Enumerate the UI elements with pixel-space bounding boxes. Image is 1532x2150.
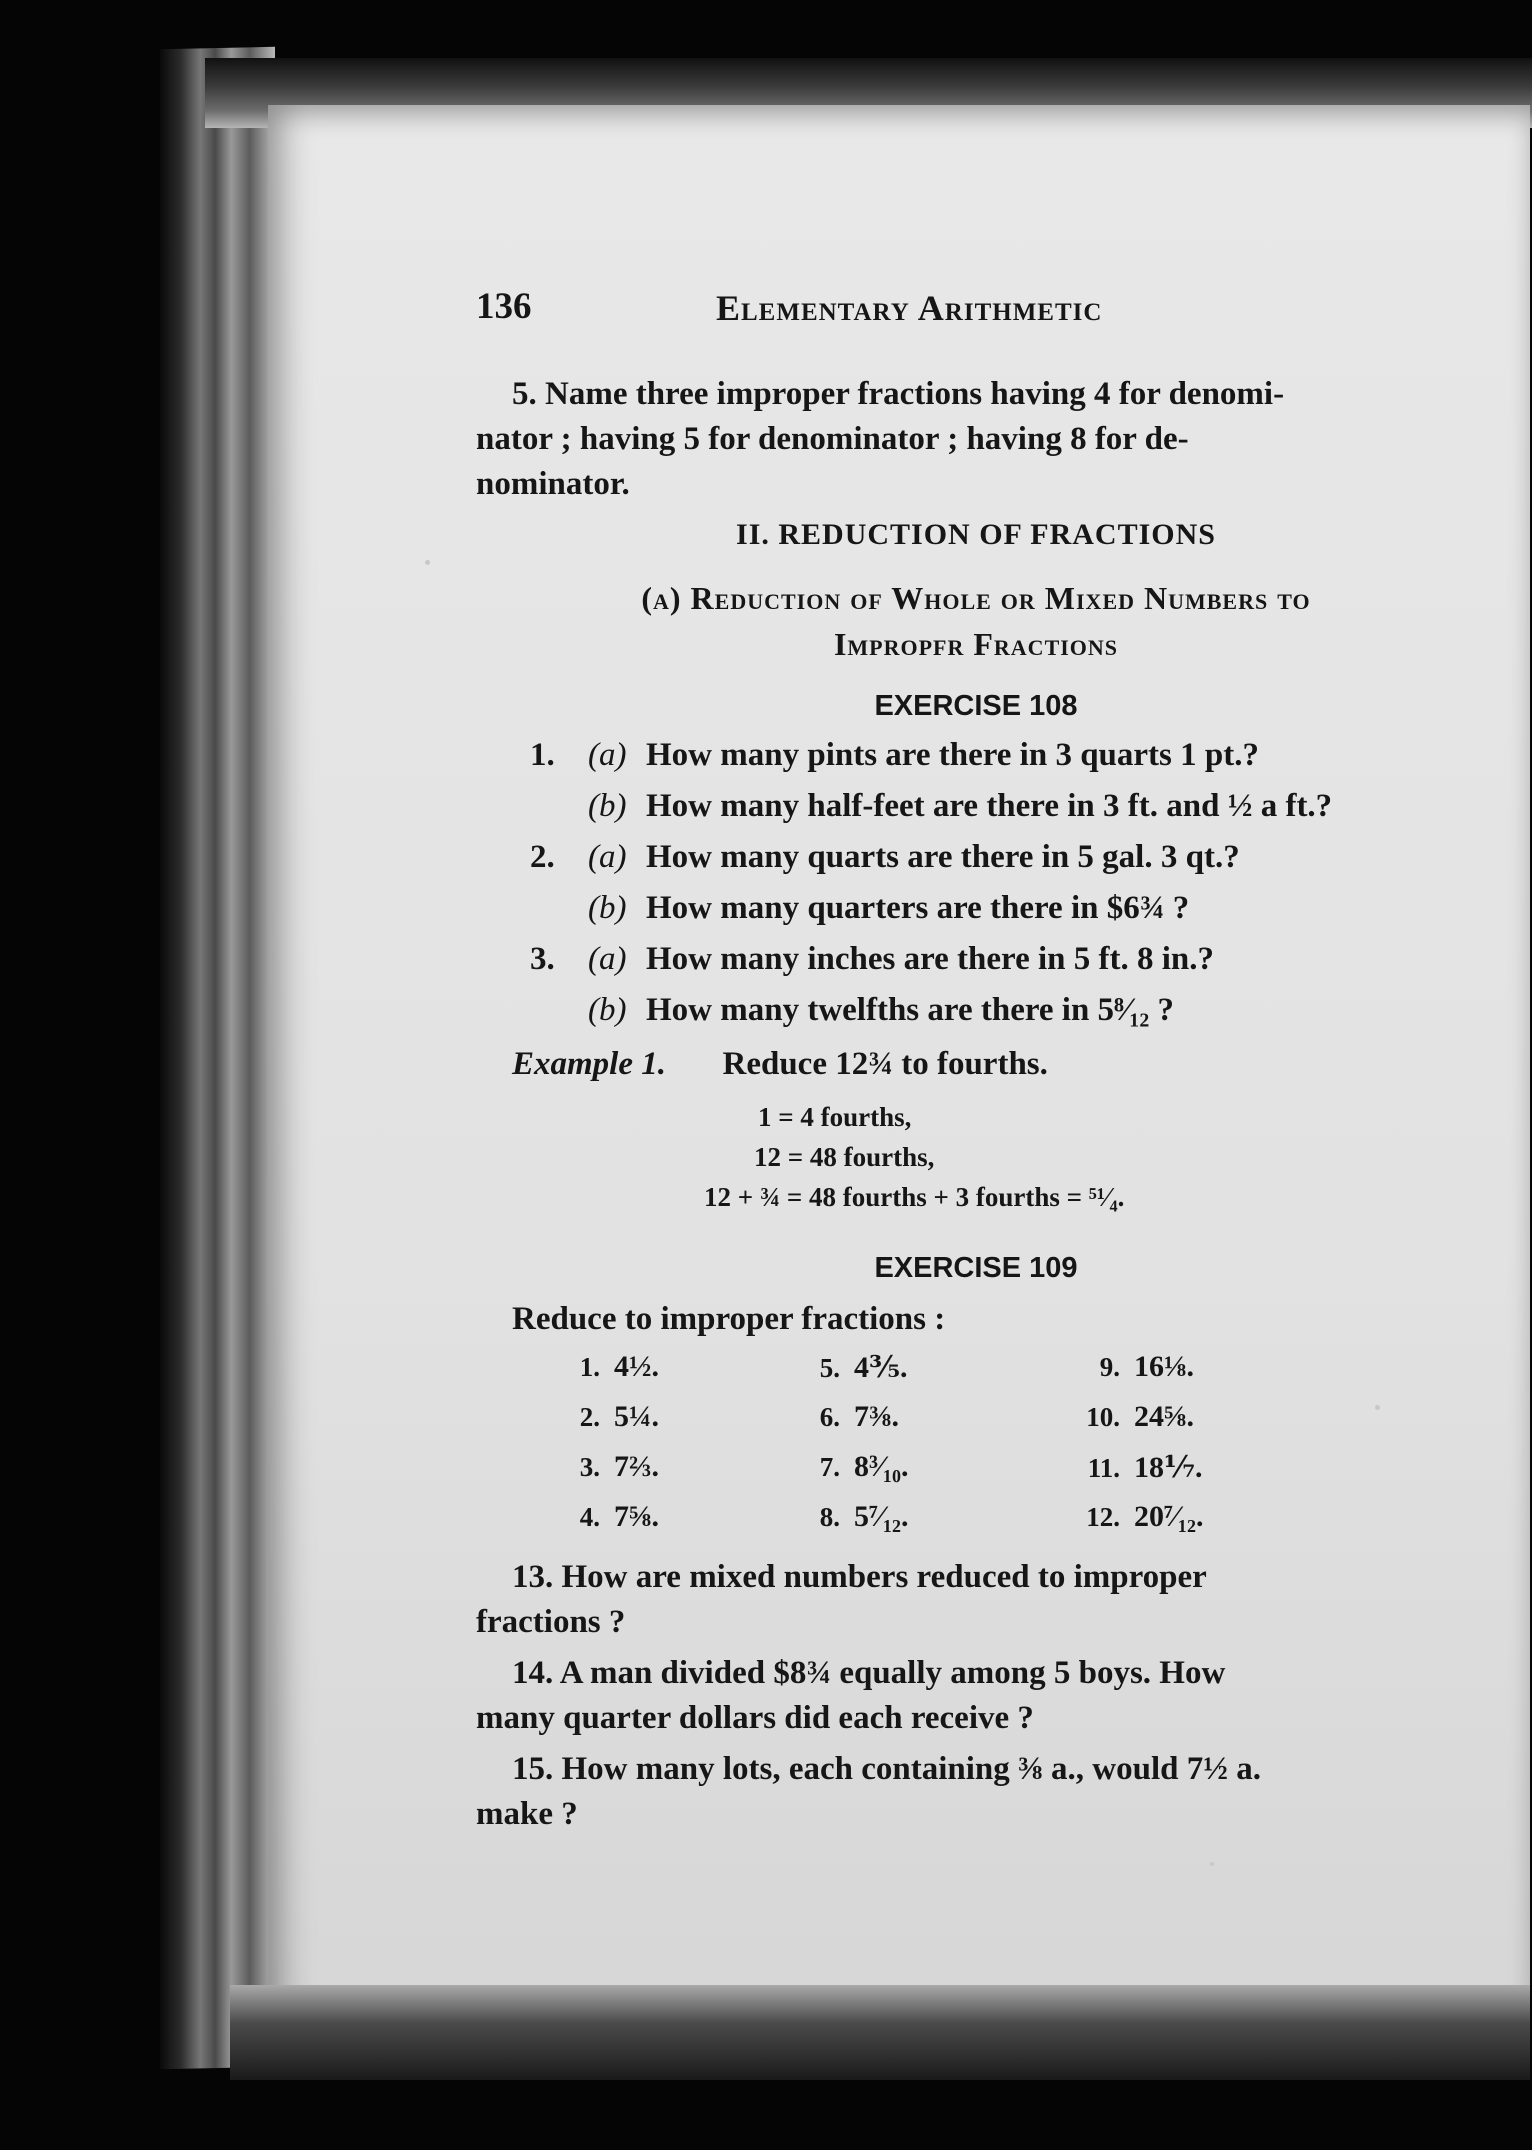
item-value: 8³⁄₁₀. [854,1450,909,1483]
question-text: How many quarters are there in $6¾ ? [646,890,1190,926]
subsection-heading-line: Impropfr Fractions [833,626,1119,662]
question-part-label: (b) [588,788,627,824]
question-text: How many lots, each containing ⅜ a., would 7½ a. [561,1751,1261,1787]
question-text: How many twelfths are there in 5⁸⁄₁₂ ? [646,992,1174,1028]
exercise-108-heading: EXERCISE 108 [874,690,1078,722]
item-number: 11. [1087,1453,1120,1483]
item-value: 5¼. [614,1400,659,1433]
item-number: 6. [819,1402,840,1432]
page-header [476,285,1496,335]
item-number: 12. [1086,1502,1120,1532]
question-number: 13. [512,1559,554,1595]
item-value: 7⅔. [614,1450,659,1483]
book-bottom-edge [230,1985,1530,2080]
item-number: 2. [579,1402,600,1432]
question-line [476,1747,1401,1792]
page-number: 136 [476,286,532,327]
grid-item [1060,1450,1203,1485]
exercise-109-heading: EXERCISE 109 [874,1252,1078,1284]
question-text: Name three improper fractions having 4 for denomi- [545,376,1285,412]
running-title: Elementary Arithmetic [716,288,1103,328]
question-number: 2. [530,839,555,875]
item-value: 16⅛. [1134,1350,1194,1383]
question-number: 1. [530,737,555,773]
question-line: fractions ? [476,1604,626,1640]
grid-item [540,1350,659,1384]
question-text: A man divided $8¾ equally among 5 boys. How [559,1655,1226,1691]
grid-item [540,1450,659,1484]
example-text: Reduce 12¾ to fourths. [722,1046,1048,1082]
example-calc-line: 1 = 4 fourths, [758,1102,912,1132]
grid-item [780,1400,899,1434]
paper-speck [425,560,430,565]
question-part [588,941,626,978]
question-5 [476,372,1401,507]
example-calc-line: 12 + ¾ = 48 fourths + 3 fourths = ⁵¹⁄₄. [704,1182,1125,1212]
question-part [588,992,626,1029]
grid-item [540,1500,659,1534]
grid-item [780,1500,909,1534]
example-1 [512,1046,1048,1083]
question-text: How many inches are there in 5 ft. 8 in.? [646,941,1215,977]
item-value: 4⅗. [854,1351,908,1384]
question-line: nominator. [476,466,630,502]
question-line [476,1555,1401,1600]
grid-item [780,1450,909,1484]
question-line: nator ; having 5 for denominator ; having 8 for de- [476,421,1189,457]
item-number: 3. [579,1452,600,1482]
item-value: 20⁷⁄₁₂. [1134,1500,1204,1533]
item-number: 8. [819,1502,840,1532]
question-part-label: (a) [588,941,627,977]
item-number: 7. [819,1452,840,1482]
question-text: How are mixed numbers reduced to improper [561,1559,1207,1595]
item-value: 24⅝. [1134,1400,1194,1433]
paper-speck [1375,1405,1380,1410]
subsection-heading [476,575,1476,667]
item-value: 7⅝. [614,1500,659,1533]
item-value: 5⁷⁄₁₂. [854,1500,909,1533]
item-value: 18⅐. [1134,1451,1203,1484]
grid-item [1060,1400,1194,1434]
question-part [588,737,626,774]
question-part-label: (a) [588,737,627,773]
question-13 [476,1555,1401,1645]
question-part-label: (b) [588,890,627,926]
item-number: 5. [819,1353,840,1383]
question-number: 14. [512,1655,554,1691]
question-part-label: (a) [588,839,627,875]
question-number: 5. [512,376,537,412]
item-number: 10. [1086,1402,1120,1432]
item-value: 4½. [614,1350,659,1383]
item-value: 7⅜. [854,1400,899,1433]
item-number: 4. [579,1502,600,1532]
question-14 [476,1651,1401,1741]
question-15 [476,1747,1401,1837]
question-part [588,839,626,876]
question-line [476,372,1401,417]
exercise-109-instruction: Reduce to improper fractions : [512,1301,946,1337]
subsection-heading-line: (a) Reduction of Whole or Mixed Numbers to [641,580,1311,616]
question-part [588,788,626,825]
grid-item [1060,1500,1204,1534]
question-line: many quarter dollars did each receive ? [476,1700,1034,1736]
example-calc-line: 12 = 48 fourths, [754,1142,935,1172]
question-part [588,890,626,927]
question-number: 3. [530,941,555,977]
example-label: Example 1. [512,1046,666,1082]
paper-speck [1210,1862,1214,1866]
exercise-109-grid [540,1350,1340,1540]
question-number: 15. [512,1751,554,1787]
grid-item [780,1350,908,1385]
grid-item [1060,1350,1194,1384]
book-left-edge [160,47,275,2069]
question-line: make ? [476,1796,578,1832]
item-number: 1. [579,1352,600,1382]
question-text: How many quarts are there in 5 gal. 3 qt.? [646,839,1240,875]
question-part-label: (b) [588,992,627,1028]
section-heading: II. REDUCTION OF FRACTIONS [736,518,1216,551]
item-number: 9. [1099,1352,1120,1382]
question-text: How many pints are there in 3 quarts 1 pt.? [646,737,1259,773]
question-text: How many half-feet are there in 3 ft. and ½ a ft.? [646,788,1333,824]
grid-item [540,1400,659,1434]
question-line [476,1651,1401,1696]
